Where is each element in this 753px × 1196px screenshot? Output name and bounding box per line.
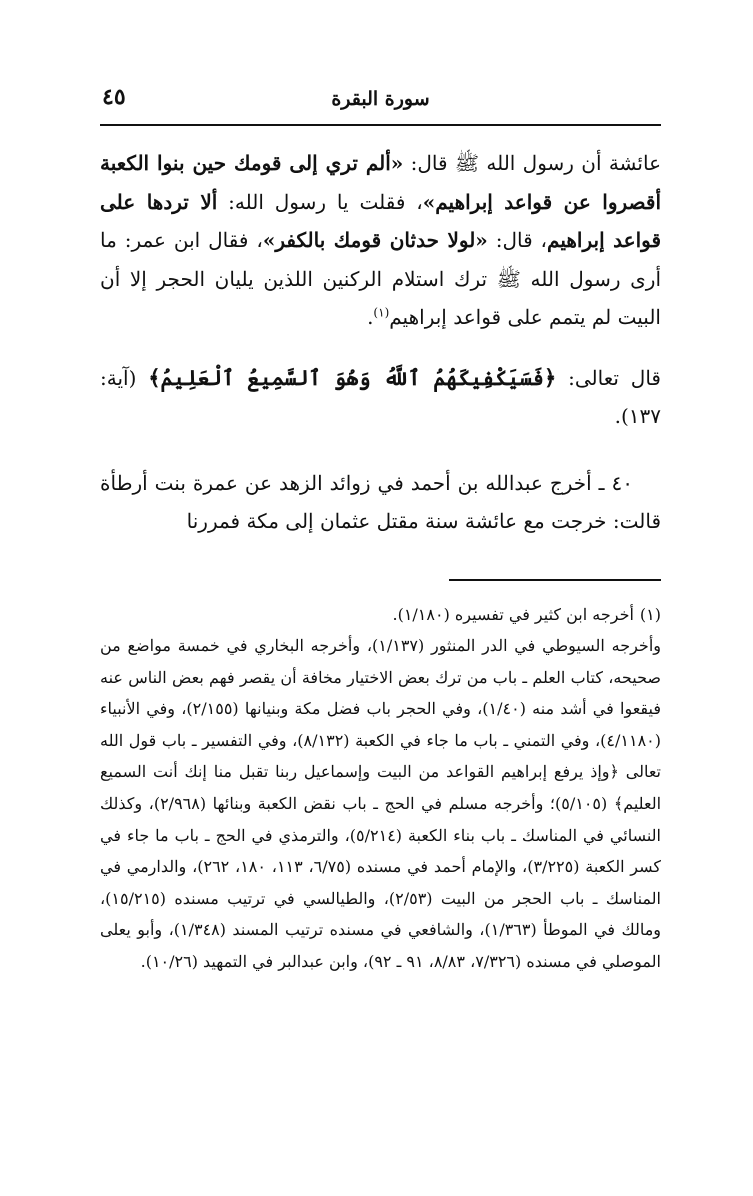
- narration-reply-intro: ، قال:: [487, 228, 548, 252]
- footnote-1-first-line: [100, 599, 661, 631]
- footnote-1-marker: (١): [639, 604, 661, 624]
- surah-title: سورة البقرة: [331, 88, 430, 110]
- prophet-quote-kufr: «لولا حدثان قومك بالكفر»: [262, 228, 488, 252]
- ibn-umar-comment: ، فقال ابن عمر: ما أرى رسول الله ﷺ ترك استلام الركنين اللذين يليان الحجر إلا أن البيت لم يتمم على قواعد إبراهيم: [100, 228, 661, 329]
- prophet-quote-kaaba: «ألم تري إلى قومك حين بنوا الكعبة أقصروا عن قواعد إبراهيم»: [100, 151, 662, 214]
- hadith-paragraph-aisha: [100, 144, 661, 337]
- page-number: ٤٥: [102, 84, 126, 110]
- footnote-divider: [449, 579, 661, 581]
- quran-verse: ﴿فَسَيَكْفِيكَهُمُ ٱللَّهُ وَهُوَ ٱلسَّمِيعُ ٱلْعَلِيمُ﴾: [148, 364, 557, 390]
- narration-intro: عائشة أن رسول الله ﷺ قال:: [403, 151, 661, 175]
- footnote-1-ibn-kathir: أخرجه ابن كثير في تفسيره (١/١٨٠).: [392, 604, 634, 624]
- verse-paragraph: [100, 359, 661, 436]
- book-page: [0, 78, 753, 1196]
- verse-citation: (آية: ١٣٧).: [100, 365, 661, 428]
- running-header: [100, 78, 661, 126]
- main-text: [100, 144, 661, 541]
- narration-question-intro: ، فقلت يا رسول الله:: [217, 189, 423, 214]
- verse-intro: قال تعالى:: [556, 365, 661, 390]
- paragraph-end: .: [367, 305, 374, 329]
- footnote-reference[interactable]: (١): [373, 305, 390, 320]
- hadith-paragraph-40: ٤٠ ـ أخرج عبدالله بن أحمد في زوائد الزهد عن عمرة بنت أرطأة قالت: خرجت مع عائشة سنة مقتل عثمان إلى مكة فمررنا: [100, 470, 661, 533]
- footnotes-section: [100, 599, 661, 978]
- aisha-question: ألا تردها على قواعد إبراهيم: [100, 189, 662, 252]
- footnote-1-body: وأخرجه السيوطي في الدر المنثور (١/١٣٧)، وأخرجه البخاري في خمسة مواضع من صحيحه، كتاب العلم ـ باب من ترك بعض الاختيار مخافة أن يقصر فهم بعض الناس عنه فيقعوا في أشد منه (١/٤٠)، وفي الحجر باب فضل مكة وبنيانها (٢/١٥٥)، وفي الأنبياء (٤/١١٨٠)، وفي التمني ـ باب ما جاء في الكعبة (٨/١٣٢)، وفي التفسير ـ باب قول الله تعالى ﴿وإذ يرفع إبراهيم القواعد من البيت وإسماعيل ربنا تقبل منا إنك أنت السميع العليم﴾ (٥/١٠٥)؛ وأخرجه مسلم في الحج ـ باب نقض الكعبة وبنائها (٢/٩٦٨)، وكذلك النسائي في المناسك ـ باب بناء الكعبة (٥/٢١٤)، والترمذي في الحج ـ باب ما جاء في كسر الكعبة (٣/٢٢٥)، والإمام أحمد في مسنده (٦/٧٥، ١١٣، ١٨٠، ٢٦٢)، والدارمي في المناسك ـ باب الحجر من البيت (٢/٥٣)، والطيالسي في ترتيب مسنده (١٥/٢١٥)، ومالك في الموطأ (١/٣٦٣)، والشافعي في مسنده ترتيب المسند (١/٣٤٨)، وأبو يعلى الموصلي في مسنده (٧/٣٢٦، ٨/٨٣، ٩١ ـ ٩٢)، وابن عبدالبر في التمهيد (١٠/٢٦).: [100, 636, 662, 972]
